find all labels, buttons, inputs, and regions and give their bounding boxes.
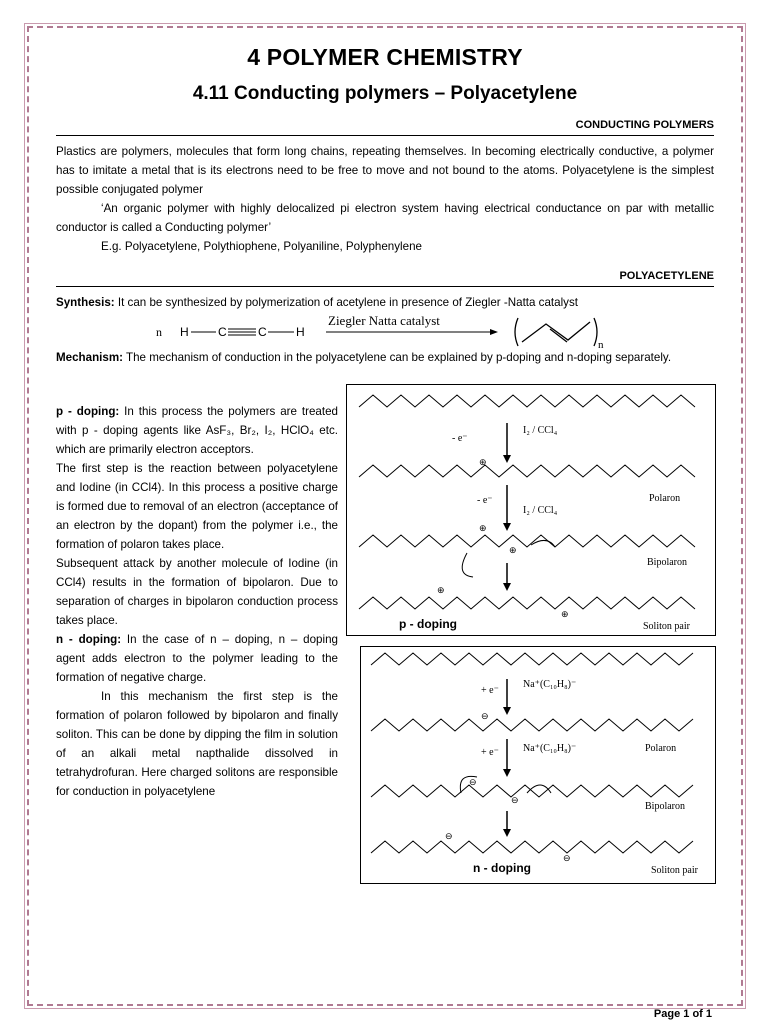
pdoping-step1: The first step is the reaction between polyacetylene and Iodine (in CCl4). In this process a positive charge is formed due to removal of an electron (acceptance of an electron by the dopant) from the polymer i.e., the formation of polaron takes place. [56,462,338,551]
p-polaron-label: Polaron [649,493,681,504]
examples-paragraph: E.g. Polyacetylene, Polythiophene, Polyaniline, Polyphenylene [101,240,422,253]
p-bipolaron-charge-2: ⊕ [509,545,517,555]
pdoping-step2: Subsequent attack by another molecule of Iodine (in CCl4) results in the formation of bipolaron. Due to separation of charges in bipolaron conduction process takes place. [56,557,338,627]
n-chain-3 [371,785,693,797]
synthesis-label: Synthesis: [56,296,115,309]
n-bipolaron-charge-1: ⊖ [469,777,477,787]
p-chain-2 [359,465,695,477]
catalyst-label: Ziegler Natta catalyst [328,313,440,328]
left-column [56,402,338,801]
ndoping-paragraph [56,630,338,687]
n-soliton-charge-2: ⊖ [563,853,571,863]
n-arrowhead-3 [503,829,511,837]
n-plus-e-1: + e⁻ [481,685,499,696]
intro-paragraph: Plastics are polymers, molecules that form long chains, repeating themselves. In becoming electrically conductive, a polymer has to imitate a metal that is its electrons need to be free to move and not bound to the atoms. Polyacetylene is the simplest possible conjugated polymer [56,145,714,196]
p-doping-diagram [347,385,715,635]
p-bipolaron-charge-1: ⊕ [479,523,487,533]
p-bipolaron-label: Bipolaron [647,557,687,568]
pdoping-label: p - doping: [56,405,120,418]
n-doping-figure [360,646,716,884]
p-reagent-2: I₂ / CCl₄ [523,505,558,516]
p-minus-e-1: - e⁻ [452,433,468,444]
p-minus-e-2: - e⁻ [477,495,493,506]
reaction-c2: C [258,325,267,339]
n-chain-1 [371,653,693,665]
n-polaron-charge: ⊖ [481,711,489,721]
n-reagent-1: Na⁺(C₁₀H₈)⁻ [523,679,577,690]
p-chain-1 [359,395,695,407]
p-doping-caption: p - doping [399,617,457,631]
n-chain-4 [371,841,693,853]
reaction-h-right: H [296,325,305,339]
reaction-drawing [56,312,714,348]
n-arrowhead-1 [503,707,511,715]
section-heading-polyacetylene: POLYACETYLENE [56,270,714,287]
synthesis-reaction [56,312,714,348]
polymer-double-bond [550,329,567,342]
pdoping-paragraph [56,402,338,459]
n-bipolaron-label: Bipolaron [645,801,685,812]
p-curve-arrow-left [462,553,473,577]
n-curve-arrow-right [527,785,551,793]
pdoping-text: In this process the polymers are treated with p - doping agents like AsF₃, Br₂, I₂, HClO₄ etc. which are primarily electron acceptors. [56,405,338,456]
p-arrowhead-3 [503,583,511,591]
definition-paragraph: ‘An organic polymer with highly delocalized pi electron system having electrical conductance on par with metallic conductor is called a Conducting polymer’ [56,202,714,234]
n-doping-diagram [361,647,715,883]
p-chain-3 [359,535,695,547]
reaction-n: n [156,325,162,339]
reaction-h-left: H [180,325,189,339]
ndoping-step: In this mechanism the first step is the formation of polaron followed by bipolaron and finally soliton. This can be done by dipping the film in solution of an alkali metal napthalide dissolved in tetrahydrofuran. Here charged solitons are responsible for conduction in polyacetylene [56,690,338,798]
page-subtitle: 4.11 Conducting polymers – Polyacetylene [192,83,578,104]
p-reagent-1: I₂ / CCl₄ [523,425,558,436]
n-soliton-label: Soliton pair [651,865,698,876]
p-soliton-charge-2: ⊕ [561,609,569,619]
page-footer: Page 1 of 1 [653,1008,712,1020]
mechanism-label: Mechanism: [56,351,124,364]
polymer-zigzag [522,322,590,342]
p-doping-figure [346,384,716,636]
reaction-c1: C [218,325,227,339]
n-plus-e-2: + e⁻ [481,747,499,758]
p-soliton-label: Soliton pair [643,621,690,632]
section-heading-conducting: CONDUCTING POLYMERS [56,119,714,136]
mechanism-paragraph [56,348,714,367]
p-chain-4 [359,597,695,609]
p-arrowhead-2 [503,523,511,531]
page-content [56,44,714,367]
ndoping-label: n - doping: [56,633,122,646]
n-soliton-charge-1: ⊖ [445,831,453,841]
n-doping-caption: n - doping [473,861,531,875]
bracket-right [594,318,597,346]
p-polaron-charge: ⊕ [479,457,487,467]
n-chain-2 [371,719,693,731]
polymer-n: n [598,339,604,348]
n-polaron-label: Polaron [645,743,677,754]
n-arrowhead-2 [503,769,511,777]
p-soliton-charge-1: ⊕ [437,585,445,595]
synthesis-text: It can be synthesized by polymerization of acetylene in presence of Ziegler -Natta catalyst [114,296,578,309]
n-bipolaron-charge-2: ⊖ [511,795,519,805]
mechanism-text: The mechanism of conduction in the polyacetylene can be explained by p-doping and n-doping separately. [123,351,672,364]
reaction-arrowhead [490,329,498,335]
n-reagent-2: Na⁺(C₁₀H₈)⁻ [523,743,577,754]
ndoping-text: In the case of n – doping, n – doping agent adds electron to the polymer leading to the formation of negative charge. [56,633,338,684]
p-arrowhead-1 [503,455,511,463]
bracket-left [515,318,518,346]
synthesis-paragraph [56,293,714,312]
page-title: 4 POLYMER CHEMISTRY [247,44,523,70]
